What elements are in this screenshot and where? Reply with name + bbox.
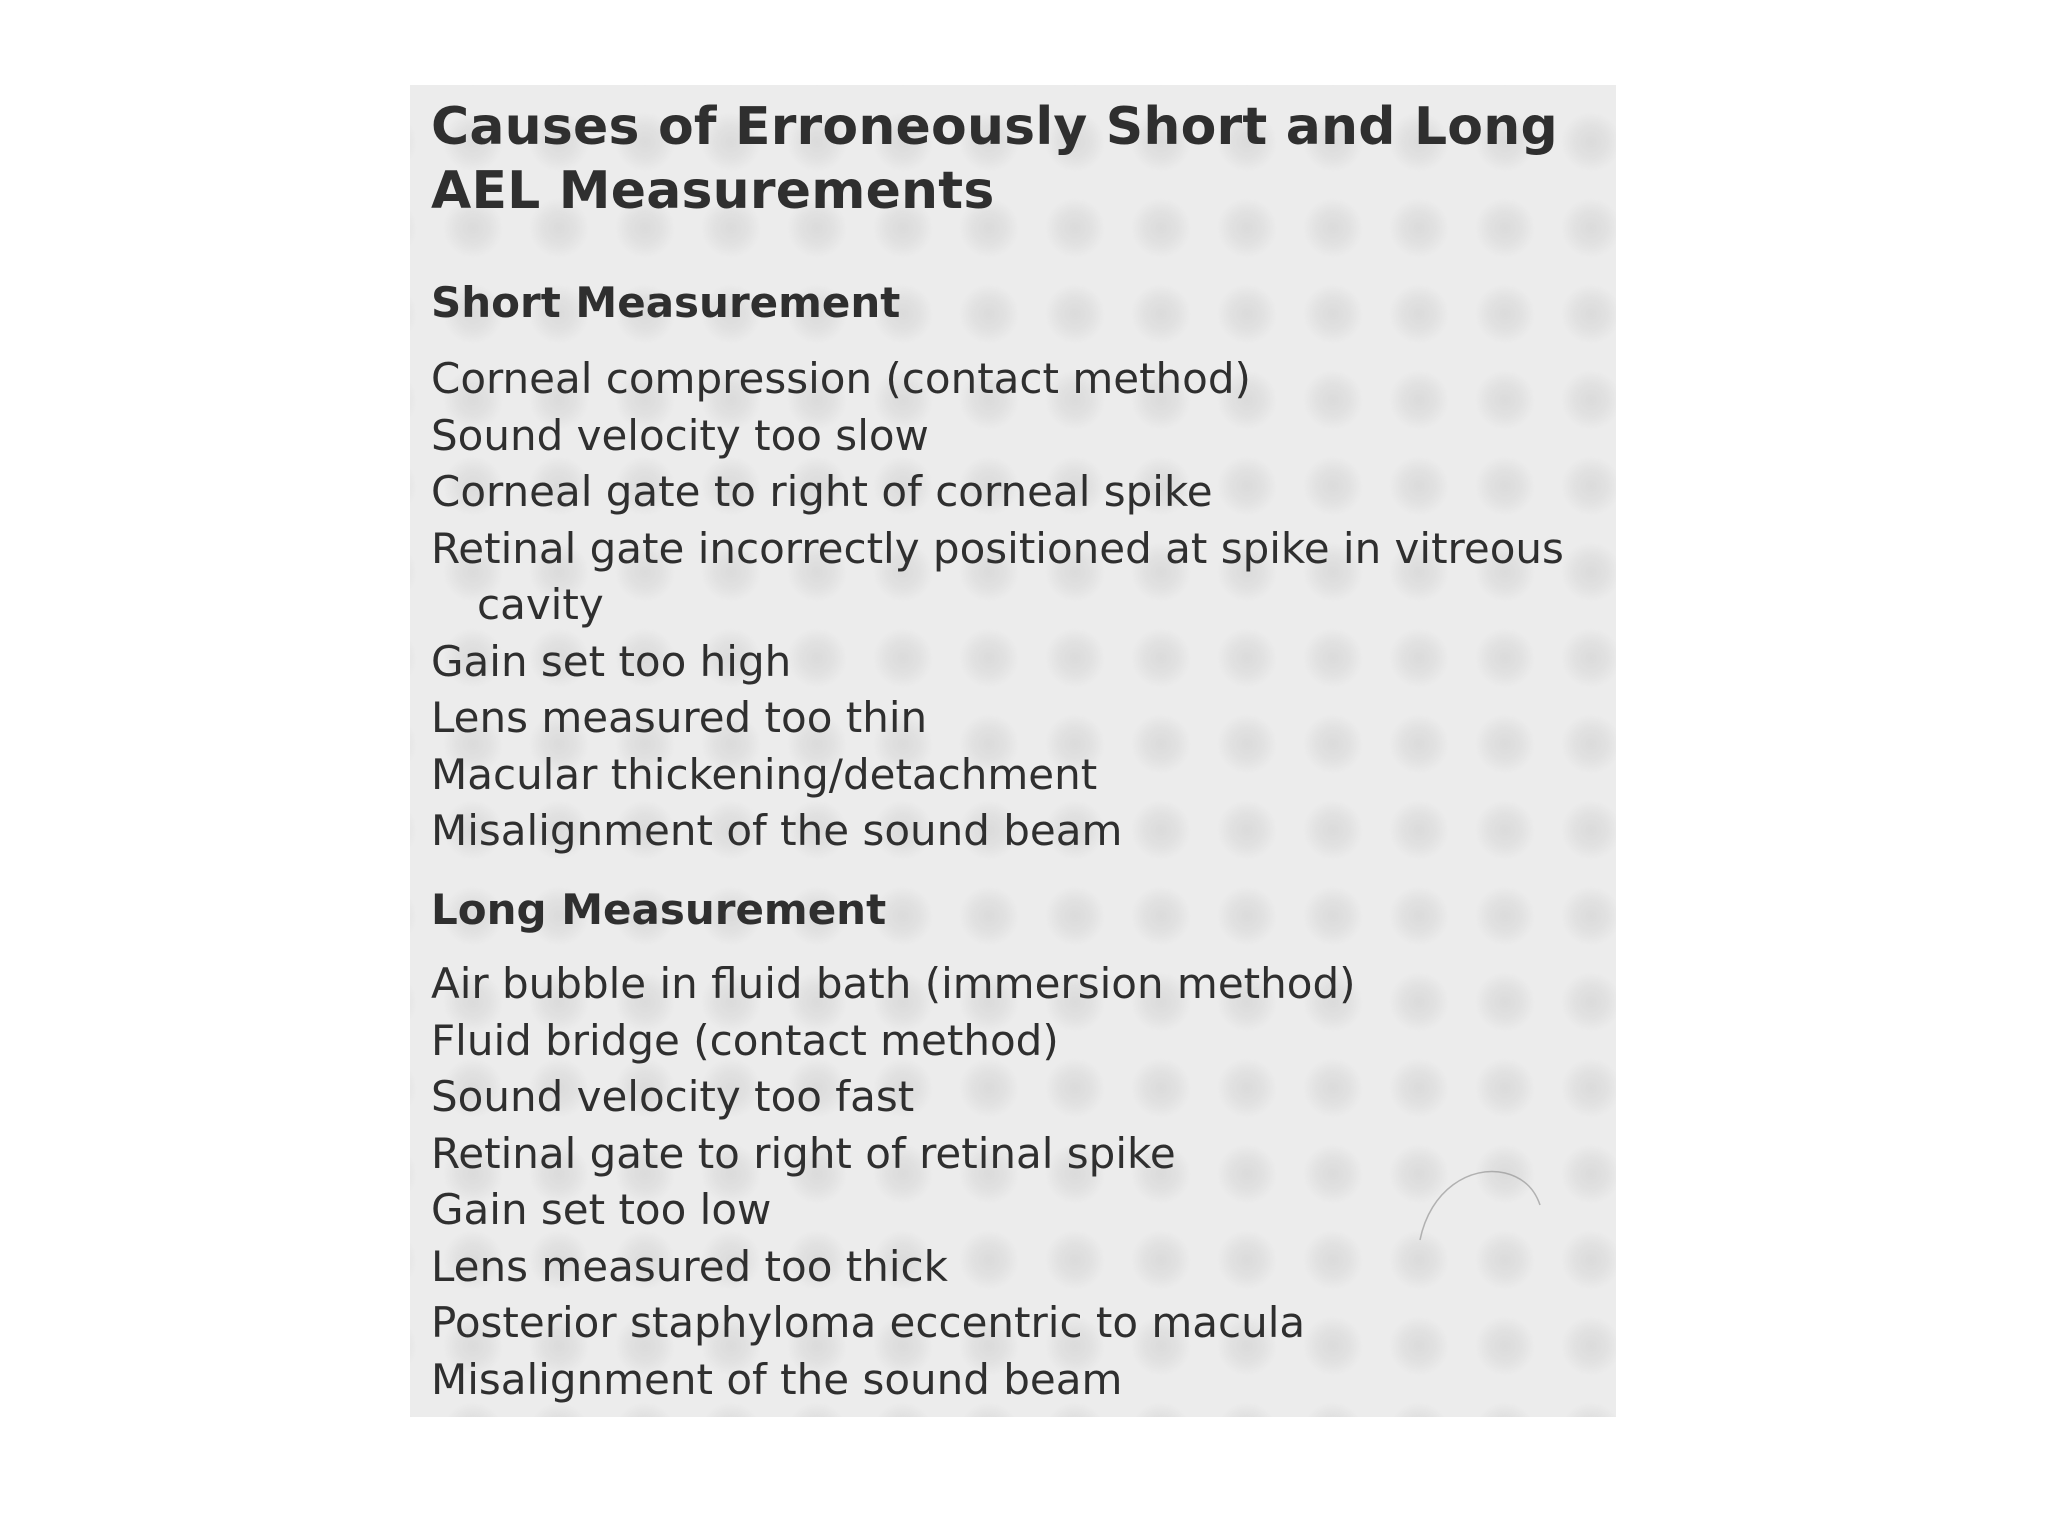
list-item: Retinal gate to right of retinal spike [431, 1128, 1176, 1178]
list-item: Posterior staphyloma eccentric to macula [431, 1298, 1306, 1347]
list-item: Misalignment of the sound beam [431, 806, 1123, 855]
pencil-mark [1410, 1135, 1550, 1245]
document-title [431, 95, 1558, 223]
list-item: Misalignment of the sound beam [431, 1354, 1123, 1404]
long-measurement-heading: Long Measurement [431, 885, 887, 934]
short-measurement-list [431, 351, 1657, 860]
list-item: Gain set too low [431, 1185, 772, 1234]
short-measurement-heading: Short Measurement [431, 278, 901, 327]
title-line-2: AEL Measurements [431, 161, 995, 221]
list-item: Corneal gate to right of corneal spike [431, 467, 1213, 516]
document-panel [410, 85, 1616, 1417]
list-item: Fluid bridge (contact method) [431, 1015, 1059, 1065]
list-item: Macular thickening/detachment [431, 749, 1098, 799]
list-item: Lens measured too thick [431, 1241, 948, 1291]
list-item: Air bubble in fluid bath (immersion method) [431, 959, 1356, 1008]
list-item: Lens measured too thin [431, 693, 928, 742]
list-item: Sound velocity too fast [431, 1072, 915, 1121]
title-line-1: Causes of Erroneously Short and Long [431, 97, 1558, 157]
list-item: Sound velocity too slow [431, 410, 929, 460]
list-item: Gain set too high [431, 636, 792, 686]
list-item: Corneal compression (contact method) [431, 354, 1251, 403]
list-item: Retinal gate incorrectly positioned at spike in vitreous cavity [431, 523, 1564, 629]
